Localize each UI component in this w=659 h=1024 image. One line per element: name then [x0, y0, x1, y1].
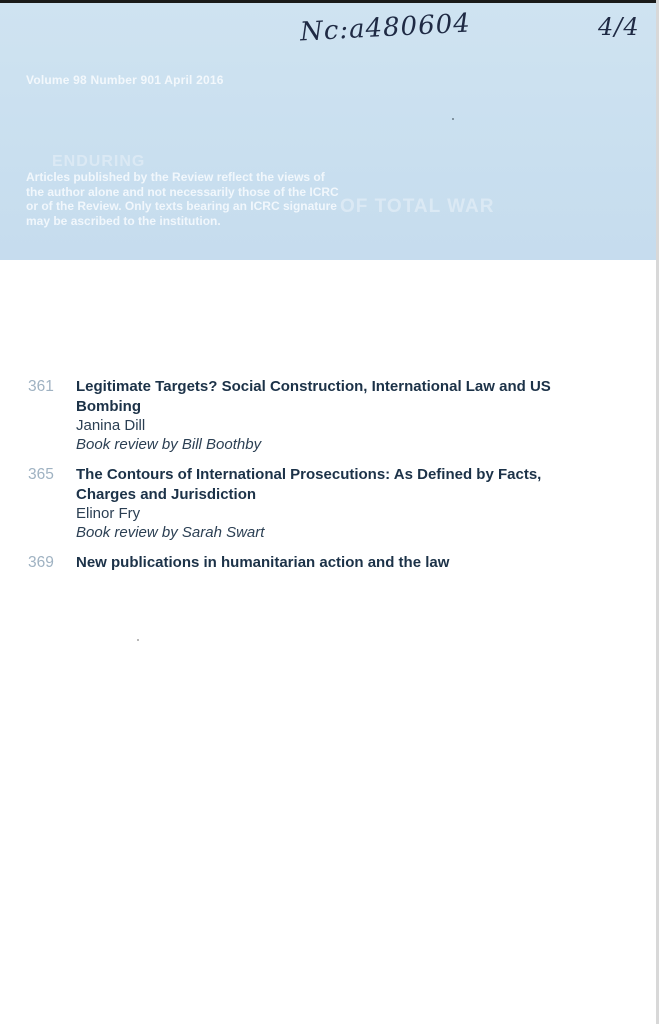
entry-body	[76, 377, 596, 454]
handwritten-catalog-note: Nc:a480604	[299, 8, 472, 48]
volume-line: Volume 98 Number 901 April 2016	[26, 73, 224, 87]
entry-body	[76, 465, 596, 542]
header-banner	[0, 3, 656, 260]
disclaimer-text: Articles published by the Review reflect the views of the author alone and not necessarily those of the ICRC or of the Review. Only texts bearing an ICRC signature may be ascribed to the institution.	[26, 170, 339, 228]
entry-title: The Contours of International Prosecutions: As Defined by Facts, Charges and Jurisdiction	[76, 466, 542, 503]
faint-background-text: ENDURING	[52, 153, 146, 170]
entry-title: Legitimate Targets? Social Construction, International Law and US Bombing	[76, 378, 551, 415]
entry-body	[76, 553, 596, 573]
entry-author: Elinor Fry	[76, 505, 141, 522]
entry-page-number: 365	[28, 466, 54, 483]
entry-author: Janina Dill	[76, 417, 146, 434]
faint-background-text: OF TOTAL WAR	[340, 196, 495, 217]
entry-page-number: 369	[28, 554, 54, 571]
handwritten-page-note: 4/4	[598, 13, 640, 41]
entry-reviewer: Book review by Sarah Swart	[76, 524, 265, 541]
entry-title: New publications in humanitarian action and the law	[76, 554, 450, 571]
scan-speck	[137, 639, 139, 641]
entry-page-number: 361	[28, 378, 54, 395]
entry-reviewer: Book review by Bill Boothby	[76, 436, 262, 453]
scan-speck	[452, 118, 454, 120]
